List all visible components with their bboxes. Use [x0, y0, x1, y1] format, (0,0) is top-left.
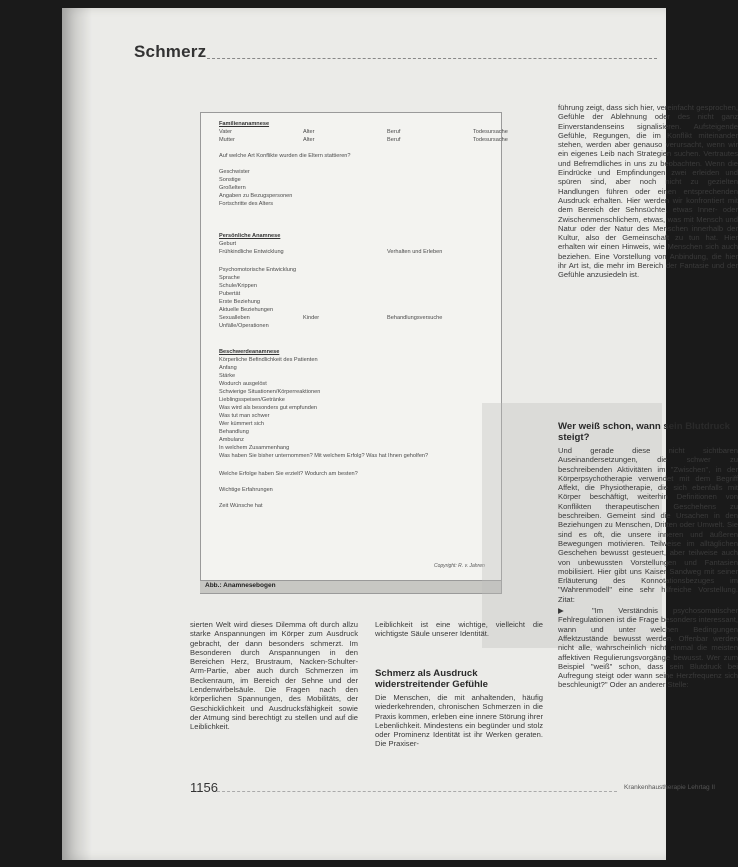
- form-field-label: Behandlung: [219, 429, 249, 435]
- form-field-label: Was tut man schwer: [219, 413, 270, 419]
- left-column-text: [190, 620, 358, 732]
- right-paragraph-2: Und gerade diese nicht sichtbaren Auseinandersetzungen, die schwer zu beschreibenden Aktivitäten im "Zwischen", in der Körperpsychotherapie verwendet mit dem Begriff Affekt, die Physiotherapie, die sich ebenfalls mit Körper beschäftigt, weiterhin Definitionen von Konflikten therapeutischen Geschehens zu beschreiben. Gemeint sind die Ursachen in den Beziehungen zu Menschen, Dritten oder Umwelt. Sie sind es oft, die unsere inneren und äußeren Bewegungen motivieren. Teilweise im alltäglichen Geschehen bewusst gesteuert, aber teilweise auch von unbewussten Vorstellungen und Fantasien mobilisiert. Hier gibt uns Kaiser Sandweg mit seiner Erläuterung des Konnotationsbezuges im "Wahrenmodell" eine sehr hilfreiche Vorstellung. Zitat:: [558, 446, 738, 604]
- form-field-label: Anfang: [219, 365, 237, 371]
- form-field-label: Lieblingsspeisen/Getränke: [219, 397, 285, 403]
- form-field-label: Verhalten und Erleben: [387, 249, 443, 255]
- form-field-label: Wer kümmert sich: [219, 421, 264, 427]
- form-field-label: Geburt: [219, 241, 237, 247]
- form-field-label: Alter: [303, 137, 315, 143]
- form-field-label: Was wird als besonders gut empfunden: [219, 405, 318, 411]
- chapter-title: Schmerz: [134, 42, 207, 61]
- form-field-label: Frühkindliche Entwicklung: [219, 249, 284, 255]
- form-field-label: Aktuelle Beziehungen: [219, 307, 274, 313]
- right-paragraph: führung zeigt, dass sich hier, vereinfacht gesprochen, Gefühle der Ablehnung oder des nicht ganz Einverstandenseins signalisieren. Aufsteigende Gefühle, Regungen, die im Konflikt miteinander stehen, werden aber genauso verursacht, wenn wir ein eigenes Leib nach Strategien suchen. Vertrautes und Befremdliches in uns zu beobachten. Wenn die Eindrücke und Empfindungen zwei erleiden und spüren sind, aber noch nicht zu gezielten Handlungen führen oder einen entsprechenden Ausdruck erhalten. Hier werden wir konfrontiert mit dem Bereich der Sehnsüchte, etwas Inner- oder Zwischenmenschlichem, etwas, was mit Mensch und Natur oder der Natur des Menschen innerhalb der Kultur, also der Gemeinschaft zu tun hat. Hier erhalten wir einen Hinweis, wie Menschen sich auch beziehen. Eine Vorstellung von Anbindung, die hier ihr Art ist, die mehr im Bereich der Fantasie und der Gefühle anzusiedeln ist.: [558, 103, 738, 280]
- right-bullet-quote: [558, 606, 738, 690]
- mid-paragraph: Leiblichkeit ist eine wichtige, vielleicht die wichtigste Säule unserer Identität.: [375, 620, 543, 639]
- form-field-label: Todesursache: [473, 137, 508, 143]
- form-field-label: Sexualleben: [219, 315, 250, 321]
- form-field-label: Unfälle/Operationen: [219, 323, 269, 329]
- form-field-label: Zeit Wünsche hat: [219, 503, 263, 509]
- form-field-label: Sonstige: [219, 177, 241, 183]
- anamnesis-form-figure: [200, 112, 508, 594]
- form-field-label: Schwierige Situationen/Körperreaktionen: [219, 389, 321, 395]
- form-field-label: Vater: [219, 129, 232, 135]
- form-field-label: Fortschritte des Alters: [219, 201, 274, 207]
- form-field-label: Auf welche Art Konflikte wurden die Eltern stattieren?: [219, 153, 351, 159]
- mid-column-text: [375, 620, 543, 639]
- book-page: [62, 8, 738, 860]
- footer-book-title: Krankenhaustherapie Lehrtag II: [624, 784, 716, 791]
- form-section-heading: Beschwerdeanamnese: [219, 349, 280, 355]
- figure-copyright: Copyright: R. v. Jahren: [434, 563, 485, 569]
- right-subheading: Wer weiß schon, wann sein Blutdruck steigt?: [558, 421, 731, 443]
- form-field-label: Wodurch ausgelöst: [219, 381, 267, 387]
- form-field-label: Wichtige Erfahrungen: [219, 487, 273, 493]
- form-field-label: Alter: [303, 129, 315, 135]
- mid-column-text-2: [375, 693, 543, 749]
- form-field-label: Ambulanz: [219, 437, 244, 443]
- form-field-label: Behandlungsversuche: [387, 315, 443, 321]
- header-rule: [207, 58, 657, 59]
- form-field-label: Kinder: [303, 315, 320, 321]
- right-column-text: [558, 103, 738, 280]
- form-section-heading: Persönliche Anamnese: [219, 233, 281, 239]
- mid-subheading: Schmerz als Ausdruck widerstreitender Gefühle: [375, 668, 489, 690]
- form-field-label: Körperliche Befindlichkeit des Patienten: [219, 357, 318, 363]
- form-field-label: Großeltern: [219, 185, 246, 191]
- figure-caption: Abb.: Anamnesebogen: [205, 582, 276, 589]
- form-section-heading: Familienanamnese: [219, 121, 270, 127]
- right-bullet-text: "Im Verständnis psychosomatischer Fehlregulationen ist die Frage besonders interessant, wann und unter welchen Bedingungen Affektzustände bewusst werden. Offenbar werden nicht alle, wahrscheinlich nicht einmal die meisten affektiven Regulierungsvorgänge bewusst. Wer zum Beispiel "weiß" schon, dass sein Blutdruck bei Aufregung steigt oder wann seine Herzfrequenz sich beschleunigt?" Oder an anderer Stelle:: [558, 606, 738, 690]
- form-field-label: Angaben zu Bezugspersonen: [219, 193, 293, 199]
- form-field-label: Stärke: [219, 373, 236, 379]
- bullet-arrow-icon: ▶: [558, 606, 592, 616]
- binding-shadow: [62, 8, 92, 860]
- form-field-label: Geschwister: [219, 169, 250, 175]
- form-field-label: Todesursache: [473, 129, 508, 135]
- form-field-label: Sprache: [219, 275, 240, 281]
- form-field-label: Beruf: [387, 137, 401, 143]
- form-field-label: Pubertät: [219, 291, 241, 297]
- form-field-label: Was haben Sie bisher unternommen? Mit welchem Erfolg? Was hat Ihnen geholfen?: [219, 453, 429, 459]
- page-number: 1156: [190, 780, 218, 795]
- mid-paragraph-2: Die Menschen, die mit anhaltenden, häufig wiederkehrenden, chronischen Schmerzen in die Praxis kommen, erleben eine innere Störung ihrer Lebenlichkeit. Mindestens ein begünder und stolz oder Prominenz Identität ist ihr Werken geraten. Die Praxiser-: [375, 693, 543, 749]
- form-field-label: Mutter: [219, 137, 235, 143]
- form-field-label: Erste Beziehung: [219, 299, 261, 305]
- footer-rule: [217, 791, 617, 792]
- left-paragraph: sierten Welt wird dieses Dilemma oft durch allzu starke Anspannungen im Körper zum Ausdruck gebracht, der dann besonders schmerzt. Im Besonderen durch Anspannungen in den Bereichen Herz, Brustraum, Nacken-Schulter-Arm-Partie, aber auch durch Schmerzen im Beckenraum, im Bereich der Sehne und der Lendenwirbelsäule. Die Fragen nach den körperlichen Spannungen, des Mobilitäts, der Geschicklichkeit und Ausdrucksfähigkeit sowie der Atmung sind berechtigt zu stellen und auf die Leiblichkeit.: [190, 620, 358, 732]
- form-field-label: Welche Erfolge haben Sie erzielt? Wodurch am besten?: [219, 471, 358, 477]
- form-field-label: Beruf: [387, 129, 401, 135]
- form-field-label: In welchem Zusammenhang: [219, 445, 290, 451]
- form-field-label: Schule/Krippen: [219, 283, 257, 289]
- right-column-text-2: [558, 446, 738, 690]
- form-field-label: Psychomotorische Entwicklung: [219, 267, 297, 273]
